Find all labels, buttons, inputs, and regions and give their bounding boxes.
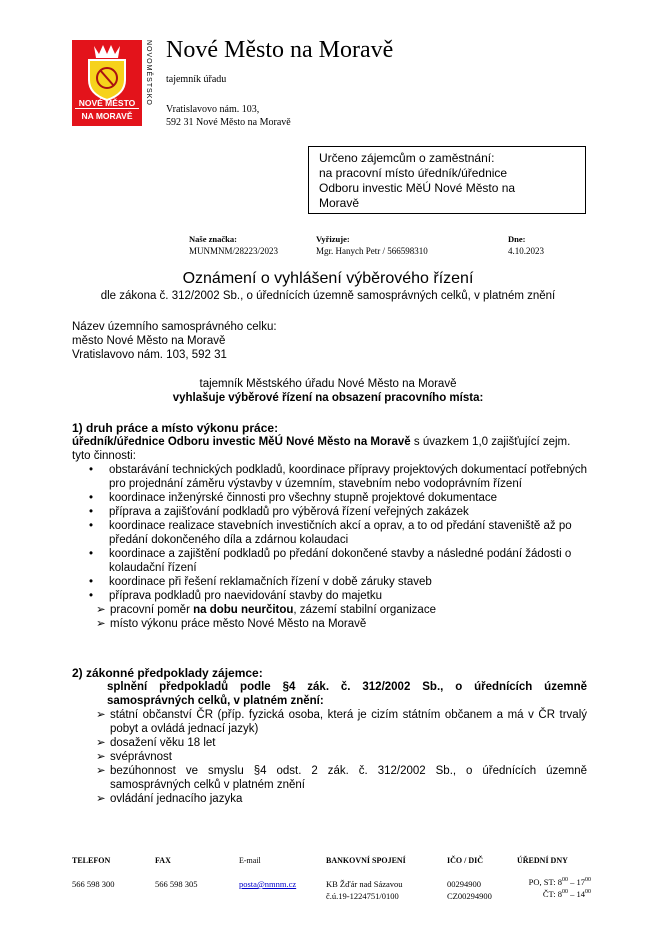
requirements-list [96,708,587,806]
our-ref-label: Naše značka: [189,234,237,244]
footer-fax: 566 598 305 [155,879,198,889]
arrow-icon: ➢ [96,793,106,805]
footer-hours-thu: ČT: $8^{00} - 14^{00}$ [542,889,591,899]
our-ref-value: MUNMNM/28223/2023 [189,246,279,256]
footer-ico: 00294900 [447,879,481,889]
footer-email-link[interactable]: posta@nmnm.cz [239,879,297,889]
footer-fax-label: FAX [155,856,171,865]
recipient-line: Určeno zájemcům o zaměstnání: [319,151,495,165]
footer-hours-mon-wed: PO, ST: $8^{00} - 17^{00}$ [528,877,591,887]
list-item: ➢ státní občanství ČR (příp. fyzická osoba, která je cizím státním občanem a má v ČR trvalý pobyt a ovládá jednací jazyk) [96,709,587,735]
arrow-icon: ➢ [96,709,106,721]
document-subtitle: dle zákona č. 312/2002 Sb., o úřednících územně samosprávných celků, v platném znění [100,290,556,302]
list-item: • koordinace realizace stavebních investičních akcí a oprav, a to od předání staveniště až po předání dokončeného díla a zdárnou kolaudaci [89,520,572,546]
handled-by-label: Vyřizuje: [316,234,350,244]
footer-hours-label: ÚŘEDNÍ DNY [517,856,568,865]
arrow-icon: ➢ [96,604,106,616]
footer-email-label: E-mail [239,856,261,865]
list-item: ➢ místo výkonu práce město Nové Město na Moravě [96,618,367,630]
list-item: ➢ svéprávnost [96,751,173,763]
footer-bank-account: č.ú.19-1224751/0100 [326,891,399,901]
list-item: ➢ bezúhonnost ve smyslu §4 odst. 2 zák. č. 312/2002 Sb., o úřednících územně samosprávných celků v platném znění [96,765,587,791]
section-2 [72,666,587,806]
arrow-icon: ➢ [96,765,106,777]
authority-label: Název územního samosprávného celku: [72,321,277,333]
logo-text-line1: NOVÉ MĚSTO [78,98,136,108]
list-item: • koordinace inženýrské činnosti pro všechny stupně projektové dokumentace [89,492,498,504]
arrow-icon: ➢ [96,737,106,749]
address-line2: 592 31 Nové Město na Moravě [166,117,291,128]
footer-ico-label: IČO / DIČ [447,856,484,865]
recipient-line: Odboru investic MěÚ Nové Město na [319,181,516,195]
list-item: ➢ ovládání jednacího jazyka [96,793,243,805]
document-title: Oznámení o vyhlášení výběrového řízení [182,270,474,287]
conditions-list [96,603,587,631]
announce-line: vyhlašuje výběrové řízení na obsazení pracovního místa: [172,392,484,404]
authority-name: město Nové Město na Moravě [72,335,226,347]
recipient-line: na pracovní místo úředník/úřednice [319,166,508,180]
list-item: • koordinace při řešení reklamačních řízení v době záruky staveb [89,576,432,588]
town-name: Nové Město na Moravě [166,37,394,63]
footer-bank-name: KB Žďár nad Sázavou [326,879,403,889]
list-item: ➢ pracovní poměr na dobu neurčitou, zázemí stabilní organizace [96,604,436,616]
date-value: 4.10.2023 [508,246,544,256]
address-line1: Vratislavovo nám. 103, [166,104,260,115]
handled-by-value: Mgr. Hanych Petr / 566598310 [316,246,428,256]
footer-phone-label: TELEFON [72,856,111,865]
duties-list [86,463,587,603]
section-1 [72,421,587,631]
position-cont: tyto činnosti: [72,450,136,462]
authority-address: Vratislavovo nám. 103, 592 31 [72,349,227,361]
section-2-subheading: splnění předpokladů podle §4 zák. č. 312/2002 Sb., o úřednících územně samosprávných celků, v platném znění: [107,681,587,707]
logo-divider [75,108,139,109]
arrow-icon: ➢ [96,618,106,630]
list-item: ➢ dosažení věku 18 let [96,737,216,749]
section-1-heading: 1) druh práce a místo výkonu práce: [72,421,279,435]
logo-side-text: NOVOMĚSTSKO [145,40,152,106]
section-2-heading: 2) zákonné předpoklady zájemce: [72,666,263,680]
list-item: • příprava podkladů pro naevidování stavby do majetku [89,590,382,602]
position-line [72,435,587,449]
list-item: • obstarávání technických podkladů, koordinace přípravy projektových dokumentací potřebných pro projednání záměru výstavby v územním, stavebním nebo vodoprávním řízení [89,464,587,490]
office-name: tajemník úřadu [166,74,227,85]
footer-dic: CZ00294900 [447,891,492,901]
date-label: Dne: [508,234,526,244]
announcer: tajemník Městského úřadu Nové Město na Moravě [199,378,457,390]
footer-bank-label: BANKOVNÍ SPOJENÍ [326,856,406,865]
list-item: • koordinace a zajištění podkladů po předání dokončené stavby a následné podání žádosti o kolaudační řízení [89,548,572,574]
list-item: • příprava a zajišťování podkladů pro výběrová řízení veřejných zakázek [89,506,469,518]
position-rest: s úvazkem 1,0 zajišťující zejm. [410,436,571,448]
logo-text-line2: NA MORAVĚ [81,111,133,121]
arrow-icon: ➢ [96,751,106,763]
position-title: úředník/úřednice Odboru investic MěÚ Nové Město na Moravě [72,436,411,448]
authority-block [72,320,592,362]
footer-phone: 566 598 300 [72,879,115,889]
recipient-box [308,146,586,214]
recipient-line: Moravě [319,196,360,210]
